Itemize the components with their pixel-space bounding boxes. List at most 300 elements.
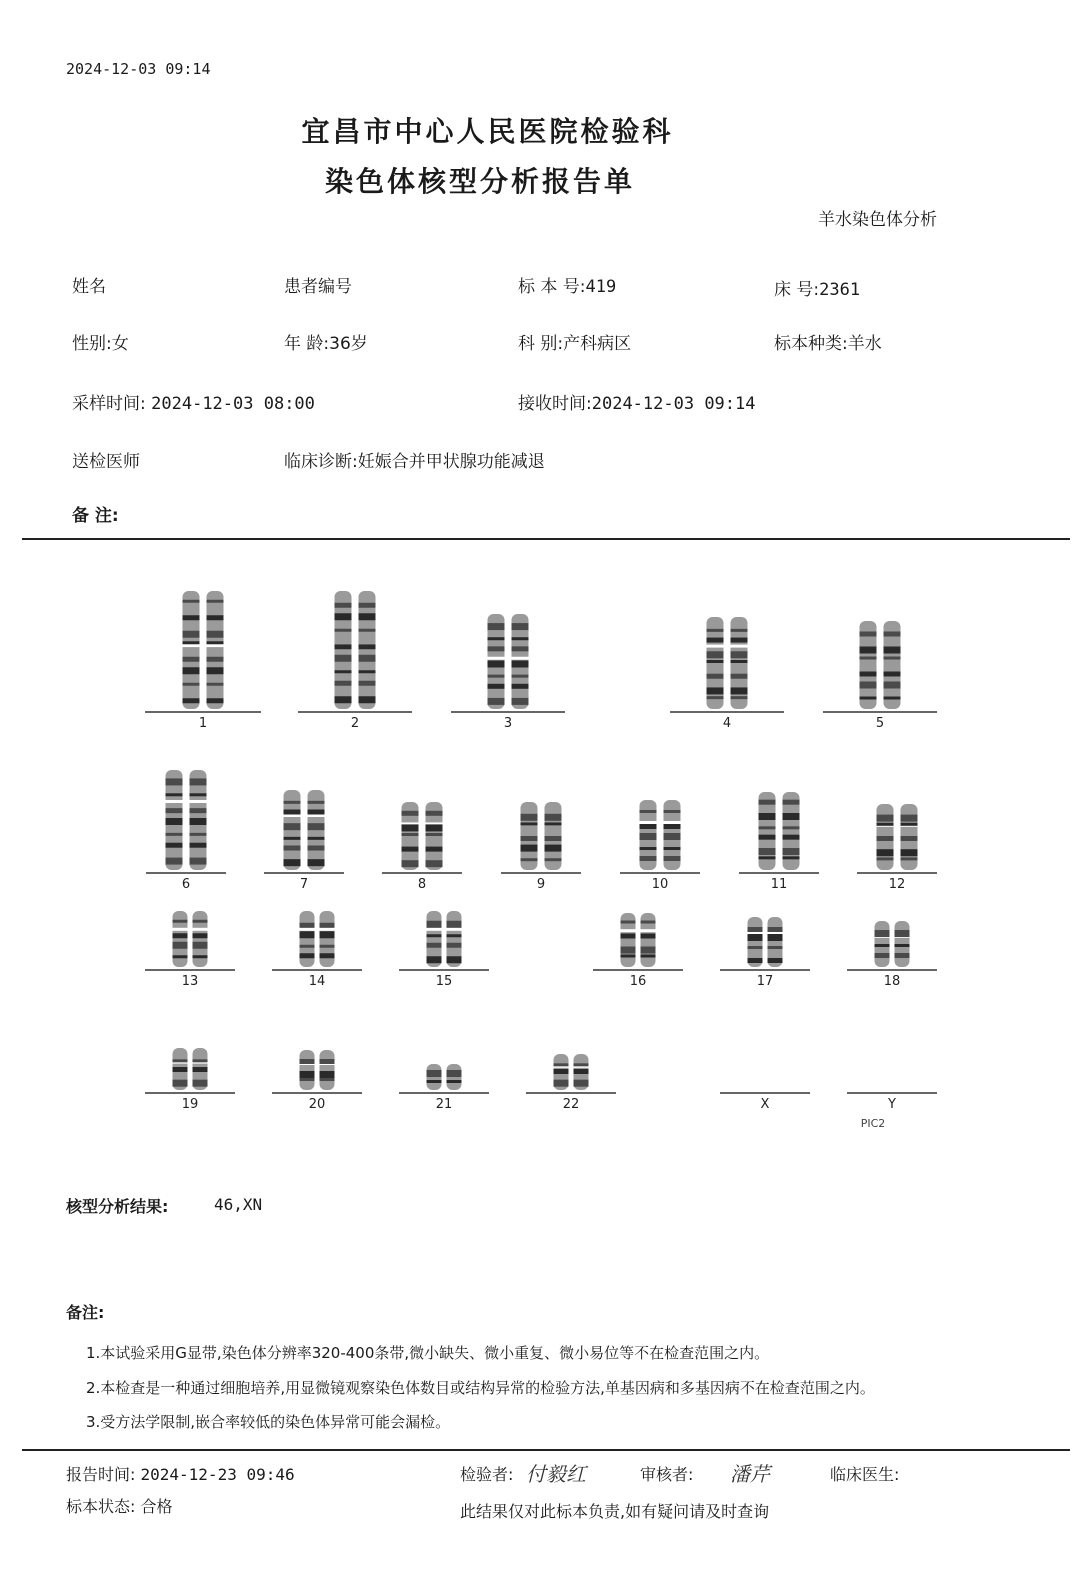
band xyxy=(884,697,901,700)
band xyxy=(207,657,224,662)
band xyxy=(284,837,301,840)
centromere-1-b xyxy=(206,644,225,647)
band xyxy=(300,1078,315,1081)
pair-label: Y xyxy=(888,1097,896,1112)
band xyxy=(860,682,877,689)
band xyxy=(183,698,200,703)
band xyxy=(707,696,724,699)
band xyxy=(402,860,419,867)
band xyxy=(707,674,724,679)
band xyxy=(783,835,800,840)
band xyxy=(783,826,800,829)
band xyxy=(193,955,208,958)
band xyxy=(641,955,656,958)
band xyxy=(664,833,681,840)
band xyxy=(190,818,207,825)
reviewer-label: 审核者: xyxy=(640,1465,694,1484)
band xyxy=(173,933,188,938)
band xyxy=(447,1080,462,1083)
band xyxy=(193,1059,208,1062)
band xyxy=(427,921,442,928)
pair-label: 18 xyxy=(883,974,901,989)
band xyxy=(335,603,352,608)
band xyxy=(641,934,656,939)
report-time-field xyxy=(66,1462,295,1485)
pair-label: 21 xyxy=(435,1097,453,1112)
band xyxy=(359,655,376,662)
band xyxy=(359,629,376,632)
band xyxy=(521,814,538,821)
band xyxy=(884,657,901,660)
band xyxy=(193,1067,208,1072)
centromere-10-a xyxy=(639,821,658,824)
pair-label: 11 xyxy=(770,877,788,892)
band xyxy=(488,698,505,705)
band xyxy=(884,682,901,689)
band xyxy=(512,675,529,678)
band xyxy=(554,1063,569,1066)
collect-time-label: 采样时间: xyxy=(72,394,146,414)
band xyxy=(545,845,562,852)
band xyxy=(190,808,207,813)
band xyxy=(166,833,183,836)
pair-label: 13 xyxy=(181,974,199,989)
band xyxy=(359,644,376,649)
band xyxy=(877,849,894,856)
band xyxy=(193,933,208,938)
pair-label: 7 xyxy=(299,877,309,892)
band xyxy=(308,801,325,804)
band xyxy=(190,778,207,785)
band xyxy=(895,953,910,958)
band xyxy=(884,672,901,677)
band xyxy=(512,646,529,651)
band xyxy=(173,942,188,949)
band xyxy=(300,1071,315,1078)
band xyxy=(621,955,636,958)
band xyxy=(512,698,529,705)
band xyxy=(884,632,901,637)
band xyxy=(759,848,776,855)
band xyxy=(447,1070,462,1077)
report-time-value: 2024-12-23 09:46 xyxy=(140,1465,295,1484)
band xyxy=(190,843,207,848)
band xyxy=(173,1080,188,1087)
band xyxy=(426,811,443,816)
band xyxy=(545,858,562,861)
band xyxy=(875,953,890,958)
band xyxy=(207,667,224,674)
band xyxy=(488,646,505,651)
chromosome-pair-15 xyxy=(399,911,489,989)
specimen-no-label: 标 本 号: xyxy=(518,277,586,297)
band xyxy=(320,923,335,928)
pair-label: 8 xyxy=(417,877,427,892)
band xyxy=(427,934,442,937)
band xyxy=(320,1071,335,1078)
age-label: 年 龄: xyxy=(284,334,330,354)
band xyxy=(731,629,748,632)
band xyxy=(640,847,657,850)
note-item-1: 1.本试验采用G显带,染色体分辨率320-400条带,微小缺失、微小重复、微小易位等不在检查范围之内。 xyxy=(86,1344,770,1362)
band xyxy=(402,811,419,816)
band xyxy=(664,824,681,829)
band xyxy=(166,818,183,825)
band xyxy=(488,661,505,668)
chromosome-pair-1 xyxy=(145,591,261,731)
band xyxy=(748,927,763,932)
band xyxy=(335,644,352,649)
band xyxy=(860,672,877,677)
pair-label: 2 xyxy=(350,716,360,731)
band xyxy=(190,858,207,865)
band xyxy=(901,823,918,826)
band xyxy=(173,920,188,923)
band xyxy=(183,600,200,603)
receive-time-value: 2024-12-03 09:14 xyxy=(591,394,756,414)
centromere-15-a xyxy=(426,928,443,931)
disclaimer: 此结果仅对此标本负责,如有疑问请及时查询 xyxy=(460,1502,770,1521)
band xyxy=(359,681,376,686)
band xyxy=(207,698,224,703)
collect-time-value: 2024-12-03 08:00 xyxy=(151,394,315,414)
examiner-label: 检验者: xyxy=(460,1465,514,1484)
centromere-3-b xyxy=(511,657,530,660)
centromere-14-a xyxy=(299,928,316,931)
result-value: 46,XN xyxy=(214,1195,263,1214)
band xyxy=(759,826,776,829)
band xyxy=(640,810,657,813)
chromosome-pair-10 xyxy=(620,800,700,892)
chromosome-pair-18 xyxy=(847,921,937,989)
doctor-label: 送检医师 xyxy=(72,452,140,472)
band xyxy=(427,956,442,963)
receive-time-label: 接收时间: xyxy=(518,394,592,414)
band xyxy=(335,670,352,673)
pair-label: 12 xyxy=(888,877,906,892)
band xyxy=(335,655,352,662)
chromosome-pair-4 xyxy=(670,617,784,731)
band xyxy=(641,921,656,924)
band xyxy=(300,953,315,958)
band xyxy=(664,847,681,850)
band xyxy=(574,1069,589,1074)
band xyxy=(308,823,325,830)
band xyxy=(284,801,301,804)
diagnosis-label: 临床诊断: xyxy=(284,452,358,472)
band xyxy=(783,800,800,805)
band xyxy=(183,631,200,638)
band xyxy=(554,1080,569,1087)
centromere-15-b xyxy=(446,928,463,931)
band xyxy=(901,836,918,841)
band xyxy=(783,813,800,820)
chromosome-pair-17 xyxy=(720,917,810,989)
pair-label: 10 xyxy=(651,877,669,892)
band xyxy=(512,637,529,640)
pair-label: 20 xyxy=(308,1097,326,1112)
chromosome-pair-Y xyxy=(847,1093,937,1112)
band xyxy=(640,824,657,829)
band xyxy=(640,856,657,861)
remark-label: 备 注: xyxy=(72,506,119,526)
band xyxy=(359,613,376,620)
band xyxy=(901,849,918,856)
chromosome-14-b xyxy=(320,911,335,967)
band xyxy=(512,661,529,668)
chromosome-1-a xyxy=(183,591,200,709)
pair-label: 19 xyxy=(181,1097,199,1112)
chromosome-pair-20 xyxy=(272,1050,362,1112)
footer-divider xyxy=(22,1449,1070,1451)
band xyxy=(748,934,763,941)
band xyxy=(207,641,224,644)
band xyxy=(574,1080,589,1087)
band xyxy=(402,833,419,836)
band xyxy=(521,858,538,861)
band xyxy=(512,684,529,689)
band xyxy=(621,934,636,939)
band xyxy=(183,615,200,620)
reviewer-signature: 潘芹 xyxy=(730,1462,770,1486)
pair-label: 14 xyxy=(308,974,326,989)
band xyxy=(447,956,462,963)
band xyxy=(860,697,877,700)
chromosome-14-a xyxy=(300,911,315,967)
print-timestamp: 2024-12-03 09:14 xyxy=(66,60,211,78)
chromosome-pair-2 xyxy=(298,591,412,731)
band xyxy=(183,667,200,674)
centromere-13-b xyxy=(192,928,209,931)
hospital-title: 宜昌市中心人民医院检验科 xyxy=(301,115,674,148)
band xyxy=(320,945,335,948)
band xyxy=(320,953,335,958)
band xyxy=(447,921,462,928)
band xyxy=(193,942,208,949)
band xyxy=(895,930,910,937)
band xyxy=(521,822,538,825)
band xyxy=(768,958,783,963)
band xyxy=(447,943,462,948)
band xyxy=(207,683,224,686)
band xyxy=(748,946,763,949)
notes-title: 备注: xyxy=(66,1303,105,1322)
pair-label: 6 xyxy=(181,877,191,892)
band xyxy=(731,660,748,663)
chromosome-pair-14 xyxy=(272,911,362,989)
note-item-3: 3.受方法学限制,嵌合率较低的染色体异常可能会漏检。 xyxy=(86,1413,451,1431)
pair-label: 9 xyxy=(536,877,546,892)
band xyxy=(284,810,301,815)
band xyxy=(173,1067,188,1072)
band xyxy=(166,858,183,865)
centromere-13-a xyxy=(172,928,189,931)
band xyxy=(193,920,208,923)
band xyxy=(783,848,800,855)
report-title: 染色体核型分析报告单 xyxy=(324,165,635,198)
chromosome-pair-12 xyxy=(857,804,937,892)
chromosome-13-b xyxy=(193,911,208,967)
band xyxy=(574,1063,589,1066)
diagnosis-value: 妊娠合并甲状腺功能减退 xyxy=(357,452,545,472)
chromosome-pair-22 xyxy=(526,1054,616,1112)
centromere-4-a xyxy=(706,645,725,648)
pair-label: 4 xyxy=(722,716,732,731)
band xyxy=(335,696,352,703)
band xyxy=(884,647,901,654)
band xyxy=(173,955,188,958)
band xyxy=(877,815,894,822)
band xyxy=(554,1069,569,1074)
chromosome-13-a xyxy=(173,911,188,967)
band xyxy=(895,944,910,947)
band xyxy=(877,823,894,826)
specimen-status-value: 合格 xyxy=(140,1497,173,1516)
band xyxy=(426,847,443,852)
band xyxy=(877,857,894,860)
band xyxy=(875,944,890,947)
band xyxy=(731,638,748,643)
band xyxy=(521,836,538,841)
band xyxy=(860,632,877,637)
centromere-16-b xyxy=(640,929,657,932)
examiner-signature: 付毅红 xyxy=(526,1462,586,1486)
chromosome-pair-13 xyxy=(145,911,235,989)
result-label: 核型分析结果: xyxy=(66,1197,169,1216)
band xyxy=(860,657,877,660)
sex-label: 性别: xyxy=(72,334,112,354)
band xyxy=(359,670,376,673)
chromosome-pair-16 xyxy=(593,913,683,989)
band xyxy=(901,815,918,822)
band xyxy=(300,923,315,928)
band xyxy=(402,847,419,852)
band xyxy=(427,943,442,948)
chromosome-pair-11 xyxy=(739,792,819,892)
chromosome-pair-3 xyxy=(451,614,565,731)
band xyxy=(359,603,376,608)
chromosome-pair-8 xyxy=(382,802,462,892)
band xyxy=(166,778,183,785)
dept-value: 产科病区 xyxy=(563,334,632,354)
band xyxy=(402,824,419,831)
band xyxy=(748,958,763,963)
clinician-label: 临床医生: xyxy=(830,1465,900,1484)
band xyxy=(731,696,748,699)
band xyxy=(521,845,538,852)
band xyxy=(641,947,656,954)
band xyxy=(284,859,301,866)
pair-label: 17 xyxy=(756,974,774,989)
pair-label: X xyxy=(760,1097,770,1112)
band xyxy=(488,637,505,640)
band xyxy=(707,638,724,643)
band xyxy=(731,687,748,694)
band xyxy=(545,814,562,821)
band xyxy=(359,696,376,703)
band xyxy=(447,934,462,937)
band xyxy=(426,824,443,831)
band xyxy=(731,674,748,679)
pic-label: PIC2 xyxy=(860,1117,886,1130)
band xyxy=(183,641,200,644)
band xyxy=(877,836,894,841)
specimen-status-field xyxy=(66,1494,173,1517)
chromosome-2-b xyxy=(359,591,376,709)
pair-label: 5 xyxy=(875,716,885,731)
chromosome-pair-9 xyxy=(501,802,581,892)
centromere-6-b xyxy=(189,800,208,803)
name-label: 姓名 xyxy=(72,277,106,297)
band xyxy=(427,1070,442,1077)
pair-label: 15 xyxy=(435,974,453,989)
chromosome-pair-7 xyxy=(264,790,344,892)
band xyxy=(707,629,724,632)
centromere-4-b xyxy=(730,645,749,648)
band xyxy=(488,675,505,678)
report-subtitle: 羊水染色体分析 xyxy=(818,210,937,230)
band xyxy=(335,681,352,686)
band xyxy=(166,793,183,796)
band xyxy=(621,921,636,924)
band xyxy=(190,793,207,796)
specimen-no-value: 419 xyxy=(585,277,617,297)
pair-label: 3 xyxy=(503,716,513,731)
band xyxy=(193,1080,208,1087)
band xyxy=(320,1078,335,1081)
pair-label: 22 xyxy=(562,1097,580,1112)
chromosome-pair-X xyxy=(720,1093,810,1112)
chromosome-20-a xyxy=(300,1050,315,1090)
band xyxy=(173,1059,188,1062)
band xyxy=(335,629,352,632)
pair-label: 1 xyxy=(198,716,208,731)
chromosome-2-a xyxy=(335,591,352,709)
band xyxy=(545,836,562,841)
specimen-status-label: 标本状态: xyxy=(66,1497,136,1516)
band xyxy=(183,683,200,686)
band xyxy=(512,623,529,630)
report-time-label: 报告时间: xyxy=(66,1465,136,1484)
band xyxy=(335,613,352,620)
band xyxy=(768,927,783,932)
band xyxy=(783,856,800,859)
band xyxy=(621,947,636,954)
band xyxy=(320,1059,335,1064)
band xyxy=(759,856,776,859)
chromosome-pair-6 xyxy=(146,770,226,892)
band xyxy=(759,813,776,820)
chromosome-pair-5 xyxy=(823,621,937,731)
band xyxy=(300,1059,315,1064)
band xyxy=(901,857,918,860)
band xyxy=(768,946,783,949)
band xyxy=(545,822,562,825)
centromere-10-b xyxy=(663,821,682,824)
centromere-16-a xyxy=(620,929,637,932)
band xyxy=(759,800,776,805)
band xyxy=(300,945,315,948)
band xyxy=(207,615,224,620)
band xyxy=(427,1080,442,1083)
band xyxy=(664,810,681,813)
band xyxy=(166,843,183,848)
specimen-type-label: 标本种类: xyxy=(774,334,848,354)
pair-label: 16 xyxy=(629,974,647,989)
centromere-3-a xyxy=(487,657,506,660)
band xyxy=(300,931,315,938)
centromere-1-a xyxy=(182,644,201,647)
